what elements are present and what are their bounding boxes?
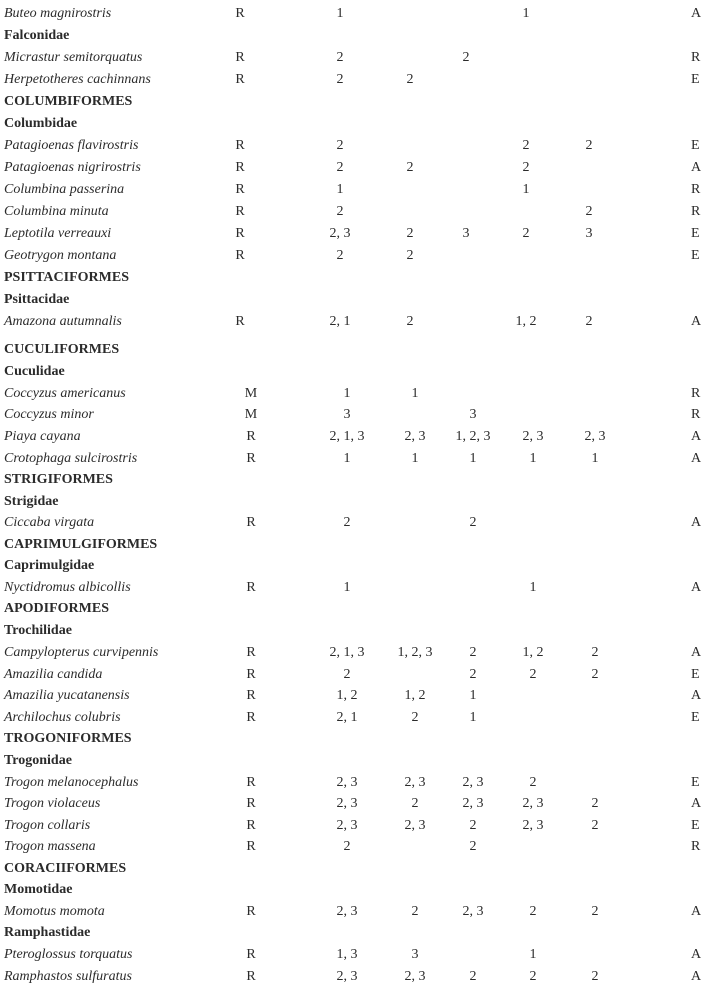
abundance-code: E [691,226,700,241]
habitat-value-3: 3 [462,226,470,241]
habitat-value-3: 2 [469,645,477,660]
habitat-value-2: 1 [411,386,419,401]
species-name: Piaya cayana [4,429,81,444]
residency-status: R [246,818,256,833]
species-name: Columbina minuta [4,204,109,219]
species-name: Crotophaga sulcirostris [4,451,138,466]
family-heading-row [0,621,721,641]
table-row [0,513,721,533]
species-name: Coccyzus minor [4,407,94,422]
species-name: Trogon violaceus [4,796,101,811]
habitat-value-5: 2 [585,314,593,329]
habitat-value-2: 2, 3 [404,429,426,444]
habitat-value-5: 3 [585,226,593,241]
habitat-value-3: 1 [469,688,477,703]
habitat-value-4: 2 [529,904,537,919]
table-row [0,837,721,857]
habitat-value-3: 1 [469,710,477,725]
abundance-code: E [691,72,700,87]
habitat-value-3: 2 [469,667,477,682]
habitat-value-2: 2 [406,160,414,175]
family-name: Columbidae [4,116,78,131]
abundance-code: A [691,645,702,660]
order-heading-row [0,92,721,112]
residency-status: M [244,386,258,401]
abundance-code: A [691,451,702,466]
habitat-value-1: 2, 1 [336,710,358,725]
habitat-value-3: 2 [469,969,477,984]
table-row [0,158,721,178]
abundance-code: A [691,314,702,329]
family-heading-row [0,923,721,943]
habitat-value-2: 1 [411,451,419,466]
habitat-value-5: 2, 3 [584,429,606,444]
residency-status: M [244,407,258,422]
habitat-value-3: 2 [469,515,477,530]
table-row [0,246,721,266]
species-name: Trogon massena [4,839,96,854]
species-name: Leptotila verreauxi [4,226,112,241]
residency-status: R [246,839,256,854]
family-name: Trochilidae [4,623,72,638]
family-heading-row [0,26,721,46]
family-heading-row [0,290,721,310]
table-row [0,816,721,836]
habitat-value-1: 2 [336,248,344,263]
habitat-value-2: 2 [411,710,419,725]
habitat-value-1: 2, 3 [336,796,358,811]
order-heading-row [0,340,721,360]
species-name: Micrastur semitorquatus [4,50,143,65]
residency-status: R [235,50,245,65]
residency-status: R [246,904,256,919]
habitat-value-4: 2 [522,138,530,153]
table-row [0,48,721,68]
habitat-value-5: 2 [591,667,599,682]
table-row [0,643,721,663]
family-name: Ramphastidae [4,925,91,940]
residency-status: R [235,314,245,329]
habitat-value-4: 2, 3 [522,796,544,811]
order-heading-row [0,599,721,619]
habitat-value-2: 2 [411,796,419,811]
abundance-code: A [691,515,702,530]
table-row [0,708,721,728]
species-name: Amazilia candida [4,667,103,682]
habitat-value-1: 1 [336,6,344,21]
species-name: Trogon collaris [4,818,91,833]
habitat-value-4: 2 [529,667,537,682]
abundance-code: A [691,796,702,811]
species-name: Amazona autumnalis [4,314,122,329]
habitat-value-1: 2, 3 [336,775,358,790]
habitat-value-1: 2 [336,50,344,65]
table-row [0,136,721,156]
habitat-value-2: 1, 2 [404,688,426,703]
residency-status: R [246,429,256,444]
order-name: TROGONIFORMES [4,731,132,746]
table-row [0,773,721,793]
habitat-value-1: 2 [336,204,344,219]
abundance-code: E [691,710,700,725]
species-name: Ciccaba virgata [4,515,95,530]
habitat-value-1: 2, 1 [329,314,351,329]
habitat-value-5: 2 [591,645,599,660]
order-heading-row [0,470,721,490]
family-heading-row [0,556,721,576]
table-row [0,224,721,244]
family-name: Momotidae [4,882,73,897]
table-row [0,578,721,598]
order-name: PSITTACIFORMES [4,270,129,285]
habitat-value-3: 3 [469,407,477,422]
abundance-code: R [691,407,701,422]
order-heading-row [0,859,721,879]
habitat-value-1: 1 [343,451,351,466]
order-name: CUCULIFORMES [4,342,120,357]
residency-status: R [235,204,245,219]
family-name: Falconidae [4,28,70,43]
family-heading-row [0,114,721,134]
habitat-value-2: 2, 3 [404,969,426,984]
habitat-value-2: 2 [411,904,419,919]
family-name: Psittacidae [4,292,70,307]
table-row [0,945,721,965]
table-row [0,202,721,222]
habitat-value-5: 2 [591,796,599,811]
habitat-value-5: 2 [591,969,599,984]
abundance-code: A [691,904,702,919]
habitat-value-5: 2 [585,138,593,153]
habitat-value-1: 2 [336,160,344,175]
species-name: Archilochus colubris [4,710,121,725]
habitat-value-4: 2 [522,160,530,175]
habitat-value-2: 2 [406,72,414,87]
habitat-value-1: 2 [343,839,351,854]
residency-status: R [246,969,256,984]
residency-status: R [246,645,256,660]
residency-status: R [246,947,256,962]
habitat-value-1: 2, 3 [336,904,358,919]
family-heading-row [0,880,721,900]
abundance-code: A [691,6,702,21]
residency-status: R [235,6,245,21]
habitat-value-5: 2 [591,904,599,919]
species-name: Trogon melanocephalus [4,775,139,790]
habitat-value-3: 2, 3 [462,904,484,919]
residency-status: R [246,688,256,703]
table-row [0,794,721,814]
habitat-value-1: 2 [336,72,344,87]
abundance-code: E [691,667,700,682]
residency-status: R [235,182,245,197]
order-heading-row [0,268,721,288]
species-name: Buteo magnirostris [4,6,112,21]
species-name: Columbina passerina [4,182,125,197]
table-row [0,902,721,922]
habitat-value-1: 2, 1, 3 [329,429,365,444]
family-name: Caprimulgidae [4,558,95,573]
habitat-value-1: 1, 2 [336,688,358,703]
habitat-value-4: 1 [529,580,537,595]
family-name: Strigidae [4,494,59,509]
species-name: Campylopterus curvipennis [4,645,159,660]
habitat-value-4: 1, 2 [515,314,537,329]
habitat-value-3: 2, 3 [462,796,484,811]
residency-status: R [246,451,256,466]
species-name: Herpetotheres cachinnans [4,72,151,87]
table-row [0,405,721,425]
table-row [0,967,721,987]
habitat-value-4: 1 [522,182,530,197]
habitat-value-2: 1, 2, 3 [397,645,433,660]
abundance-code: E [691,248,700,263]
habitat-value-2: 2 [406,248,414,263]
residency-status: R [246,515,256,530]
residency-status: R [246,775,256,790]
species-name: Patagioenas flavirostris [4,138,139,153]
species-name: Ramphastos sulfuratus [4,969,132,984]
habitat-value-2: 2 [406,314,414,329]
habitat-value-1: 2, 1, 3 [329,645,365,660]
habitat-value-1: 3 [343,407,351,422]
abundance-code: A [691,688,702,703]
habitat-value-1: 2 [343,667,351,682]
abundance-code: A [691,969,702,984]
residency-status: R [246,667,256,682]
habitat-value-2: 3 [411,947,419,962]
table-row [0,665,721,685]
species-name: Patagioenas nigrirostris [4,160,141,175]
table-row [0,686,721,706]
habitat-value-1: 2, 3 [336,818,358,833]
habitat-value-5: 1 [591,451,599,466]
habitat-value-3: 2, 3 [462,775,484,790]
order-name: CORACIIFORMES [4,861,127,876]
abundance-code: E [691,775,700,790]
table-row [0,312,721,332]
order-heading-row [0,535,721,555]
habitat-value-1: 2 [343,515,351,530]
family-heading-row [0,751,721,771]
residency-status: R [235,138,245,153]
species-name: Amazilia yucatanensis [4,688,130,703]
abundance-code: A [691,580,702,595]
order-heading-row [0,729,721,749]
habitat-value-4: 2, 3 [522,429,544,444]
abundance-code: A [691,160,702,175]
species-name: Nyctidromus albicollis [4,580,131,595]
species-name: Coccyzus americanus [4,386,126,401]
habitat-value-5: 2 [591,818,599,833]
abundance-code: R [691,386,701,401]
residency-status: R [235,248,245,263]
residency-status: R [246,580,256,595]
table-row [0,427,721,447]
habitat-value-3: 2 [462,50,470,65]
abundance-code: E [691,138,700,153]
order-name: STRIGIFORMES [4,472,113,487]
order-name: CAPRIMULGIFORMES [4,537,158,552]
abundance-code: R [691,839,701,854]
family-name: Cuculidae [4,364,65,379]
abundance-code: R [691,204,701,219]
abundance-code: E [691,818,700,833]
habitat-value-1: 2, 3 [329,226,351,241]
table-row [0,449,721,469]
habitat-value-1: 2, 3 [336,969,358,984]
habitat-value-4: 2 [529,969,537,984]
species-name: Pteroglossus torquatus [4,947,133,962]
residency-status: R [246,710,256,725]
habitat-value-4: 2 [529,775,537,790]
habitat-value-1: 1, 3 [336,947,358,962]
family-heading-row [0,492,721,512]
habitat-value-5: 2 [585,204,593,219]
residency-status: R [235,160,245,175]
habitat-value-2: 2 [406,226,414,241]
species-name: Momotus momota [4,904,105,919]
habitat-value-4: 1 [522,6,530,21]
habitat-value-4: 1, 2 [522,645,544,660]
table-row [0,180,721,200]
habitat-value-4: 2, 3 [522,818,544,833]
table-row [0,4,721,24]
habitat-value-1: 1 [343,580,351,595]
abundance-code: A [691,429,702,444]
habitat-value-4: 1 [529,451,537,466]
abundance-code: R [691,50,701,65]
habitat-value-3: 2 [469,818,477,833]
habitat-value-4: 2 [522,226,530,241]
abundance-code: A [691,947,702,962]
family-name: Trogonidae [4,753,72,768]
order-name: COLUMBIFORMES [4,94,133,109]
habitat-value-1: 1 [336,182,344,197]
habitat-value-3: 1 [469,451,477,466]
table-row [0,70,721,90]
table-row [0,384,721,404]
habitat-value-3: 1, 2, 3 [455,429,491,444]
abundance-code: R [691,182,701,197]
residency-status: R [235,226,245,241]
habitat-value-1: 1 [343,386,351,401]
habitat-value-1: 2 [336,138,344,153]
habitat-value-2: 2, 3 [404,818,426,833]
family-heading-row [0,362,721,382]
habitat-value-4: 1 [529,947,537,962]
residency-status: R [235,72,245,87]
species-name: Geotrygon montana [4,248,117,263]
habitat-value-3: 2 [469,839,477,854]
habitat-value-2: 2, 3 [404,775,426,790]
order-name: APODIFORMES [4,601,109,616]
residency-status: R [246,796,256,811]
